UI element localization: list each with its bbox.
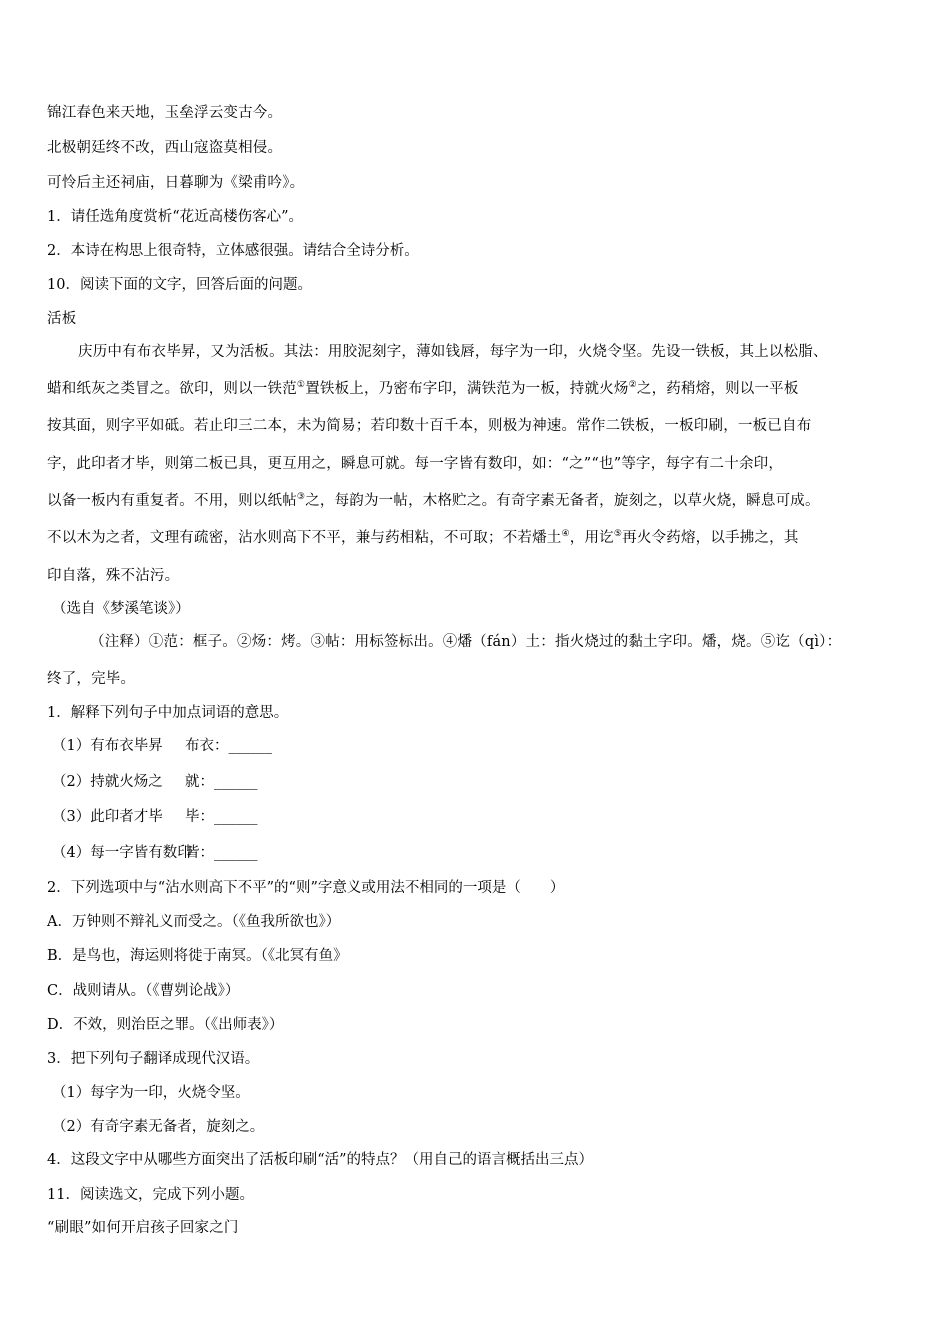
vocab-item: （4）每一字皆有数印皆：______ — [52, 845, 258, 861]
answer-blank[interactable]: 毕：______ — [185, 809, 258, 825]
poem-line-1: 锦江春色来天地，玉垒浮云变古今。 — [47, 105, 283, 121]
q11-title: “刷眼”如何开启孩子回家之门 — [47, 1220, 239, 1236]
translate-item: （1）每字为一印，火烧令坚。 — [52, 1085, 250, 1101]
passage-line-2: 蜡和纸灰之类冒之。欲印，则以一铁范①置铁板上，乃密布字印，满铁范为一板，持就火炀②之，药稍熔，则以一平板 — [47, 380, 799, 397]
notes-line-1: （注释）①范：框子。②炀：烤。③帖：用标签标出。④燔（fán）土：指火烧过的黏土字印。燔，烧。⑤讫（qì）： — [90, 634, 842, 650]
vocab-item: （1）有布衣毕昇 布衣：______ — [52, 738, 272, 754]
passage-line-6: 不以木为之者，文理有疏密，沾水则高下不平，兼与药相粘，不可取；不若燔土④，用讫⑤再火令药熔，以手拂之，其 — [47, 529, 799, 546]
passage-line-4: 字，此印者才毕，则第二板已具，更互用之，瞬息可就。每一字皆有数印，如：“之”“也”等字，每字有二十余印， — [47, 456, 784, 472]
translate-item: （2）有奇字素无备者，旋刻之。 — [52, 1119, 265, 1135]
footnote-marker: ⑤ — [613, 529, 623, 540]
q9-sub2: 2．本诗在构思上很奇特，立体感很强。请结合全诗分析。 — [47, 243, 419, 259]
option-d[interactable]: D．不效，则治臣之罪。（《出师表》） — [47, 1017, 284, 1033]
footnote-marker: ③ — [296, 492, 306, 503]
q10-sub2-prompt: 2．下列选项中与“沾水则高下不平”的“则”字意义或用法不相同的一项是（ ） — [47, 880, 565, 896]
q9-sub1: 1．请任选角度赏析“花近高楼伤客心”。 — [47, 209, 304, 225]
q10-sub4-prompt: 4．这段文字中从哪些方面突出了活板印刷“活”的特点？（用自己的语言概括出三点） — [47, 1152, 594, 1168]
q10-sub1-prompt: 1．解释下列句子中加点词语的意思。 — [47, 705, 289, 721]
q10-sub3-prompt: 3．把下列句子翻译成现代汉语。 — [47, 1051, 260, 1067]
option-a[interactable]: A．万钟则不辩礼义而受之。（《鱼我所欲也》） — [47, 914, 341, 930]
footnote-marker: ① — [296, 380, 306, 391]
answer-blank[interactable]: 皆：______ — [185, 845, 258, 861]
passage-title: 活板 — [47, 311, 77, 327]
option-c[interactable]: C．战则请从。（《曹刿论战》） — [47, 983, 240, 999]
passage-line-7: 印自落，殊不沾污。 — [47, 568, 180, 584]
passage-source: （选自《梦溪笔谈》） — [52, 601, 190, 617]
passage-line-1: 庆历中有布衣毕昇，又为活板。其法：用胶泥刻字，薄如钱唇，每字为一印，火烧令坚。先设一铁板，其上以松脂、 — [78, 344, 828, 360]
footnote-marker: ② — [628, 380, 637, 391]
passage-line-3: 按其面，则字平如砥。若止印三二本，未为简易；若印数十百千本，则极为神速。常作二铁板，一板印刷，一板已自布 — [47, 418, 812, 434]
answer-blank[interactable]: 就：______ — [185, 774, 258, 790]
q10-header: 10．阅读下面的文字，回答后面的问题。 — [47, 277, 312, 293]
passage-line-5: 以备一板内有重复者。不用，则以纸帖③之，每韵为一帖，木格贮之。有奇字素无备者，旋刻之，以草火烧，瞬息可成。 — [47, 492, 820, 509]
vocab-item: （3）此印者才毕 毕：______ — [52, 809, 258, 825]
answer-blank[interactable]: 布衣：______ — [185, 738, 272, 754]
notes-line-2: 终了，完毕。 — [47, 671, 136, 687]
q11-header: 11．阅读选文，完成下列小题。 — [47, 1187, 254, 1203]
option-b[interactable]: B．是鸟也，海运则将徙于南冥。（《北冥有鱼》 — [47, 948, 348, 964]
footnote-marker: ④ — [561, 529, 570, 540]
poem-line-3: 可怜后主还祠庙，日暮聊为《梁甫吟》。 — [47, 175, 305, 191]
vocab-item: （2）持就火炀之 就：______ — [52, 774, 258, 790]
poem-line-2: 北极朝廷终不改，西山寇盗莫相侵。 — [47, 140, 283, 156]
